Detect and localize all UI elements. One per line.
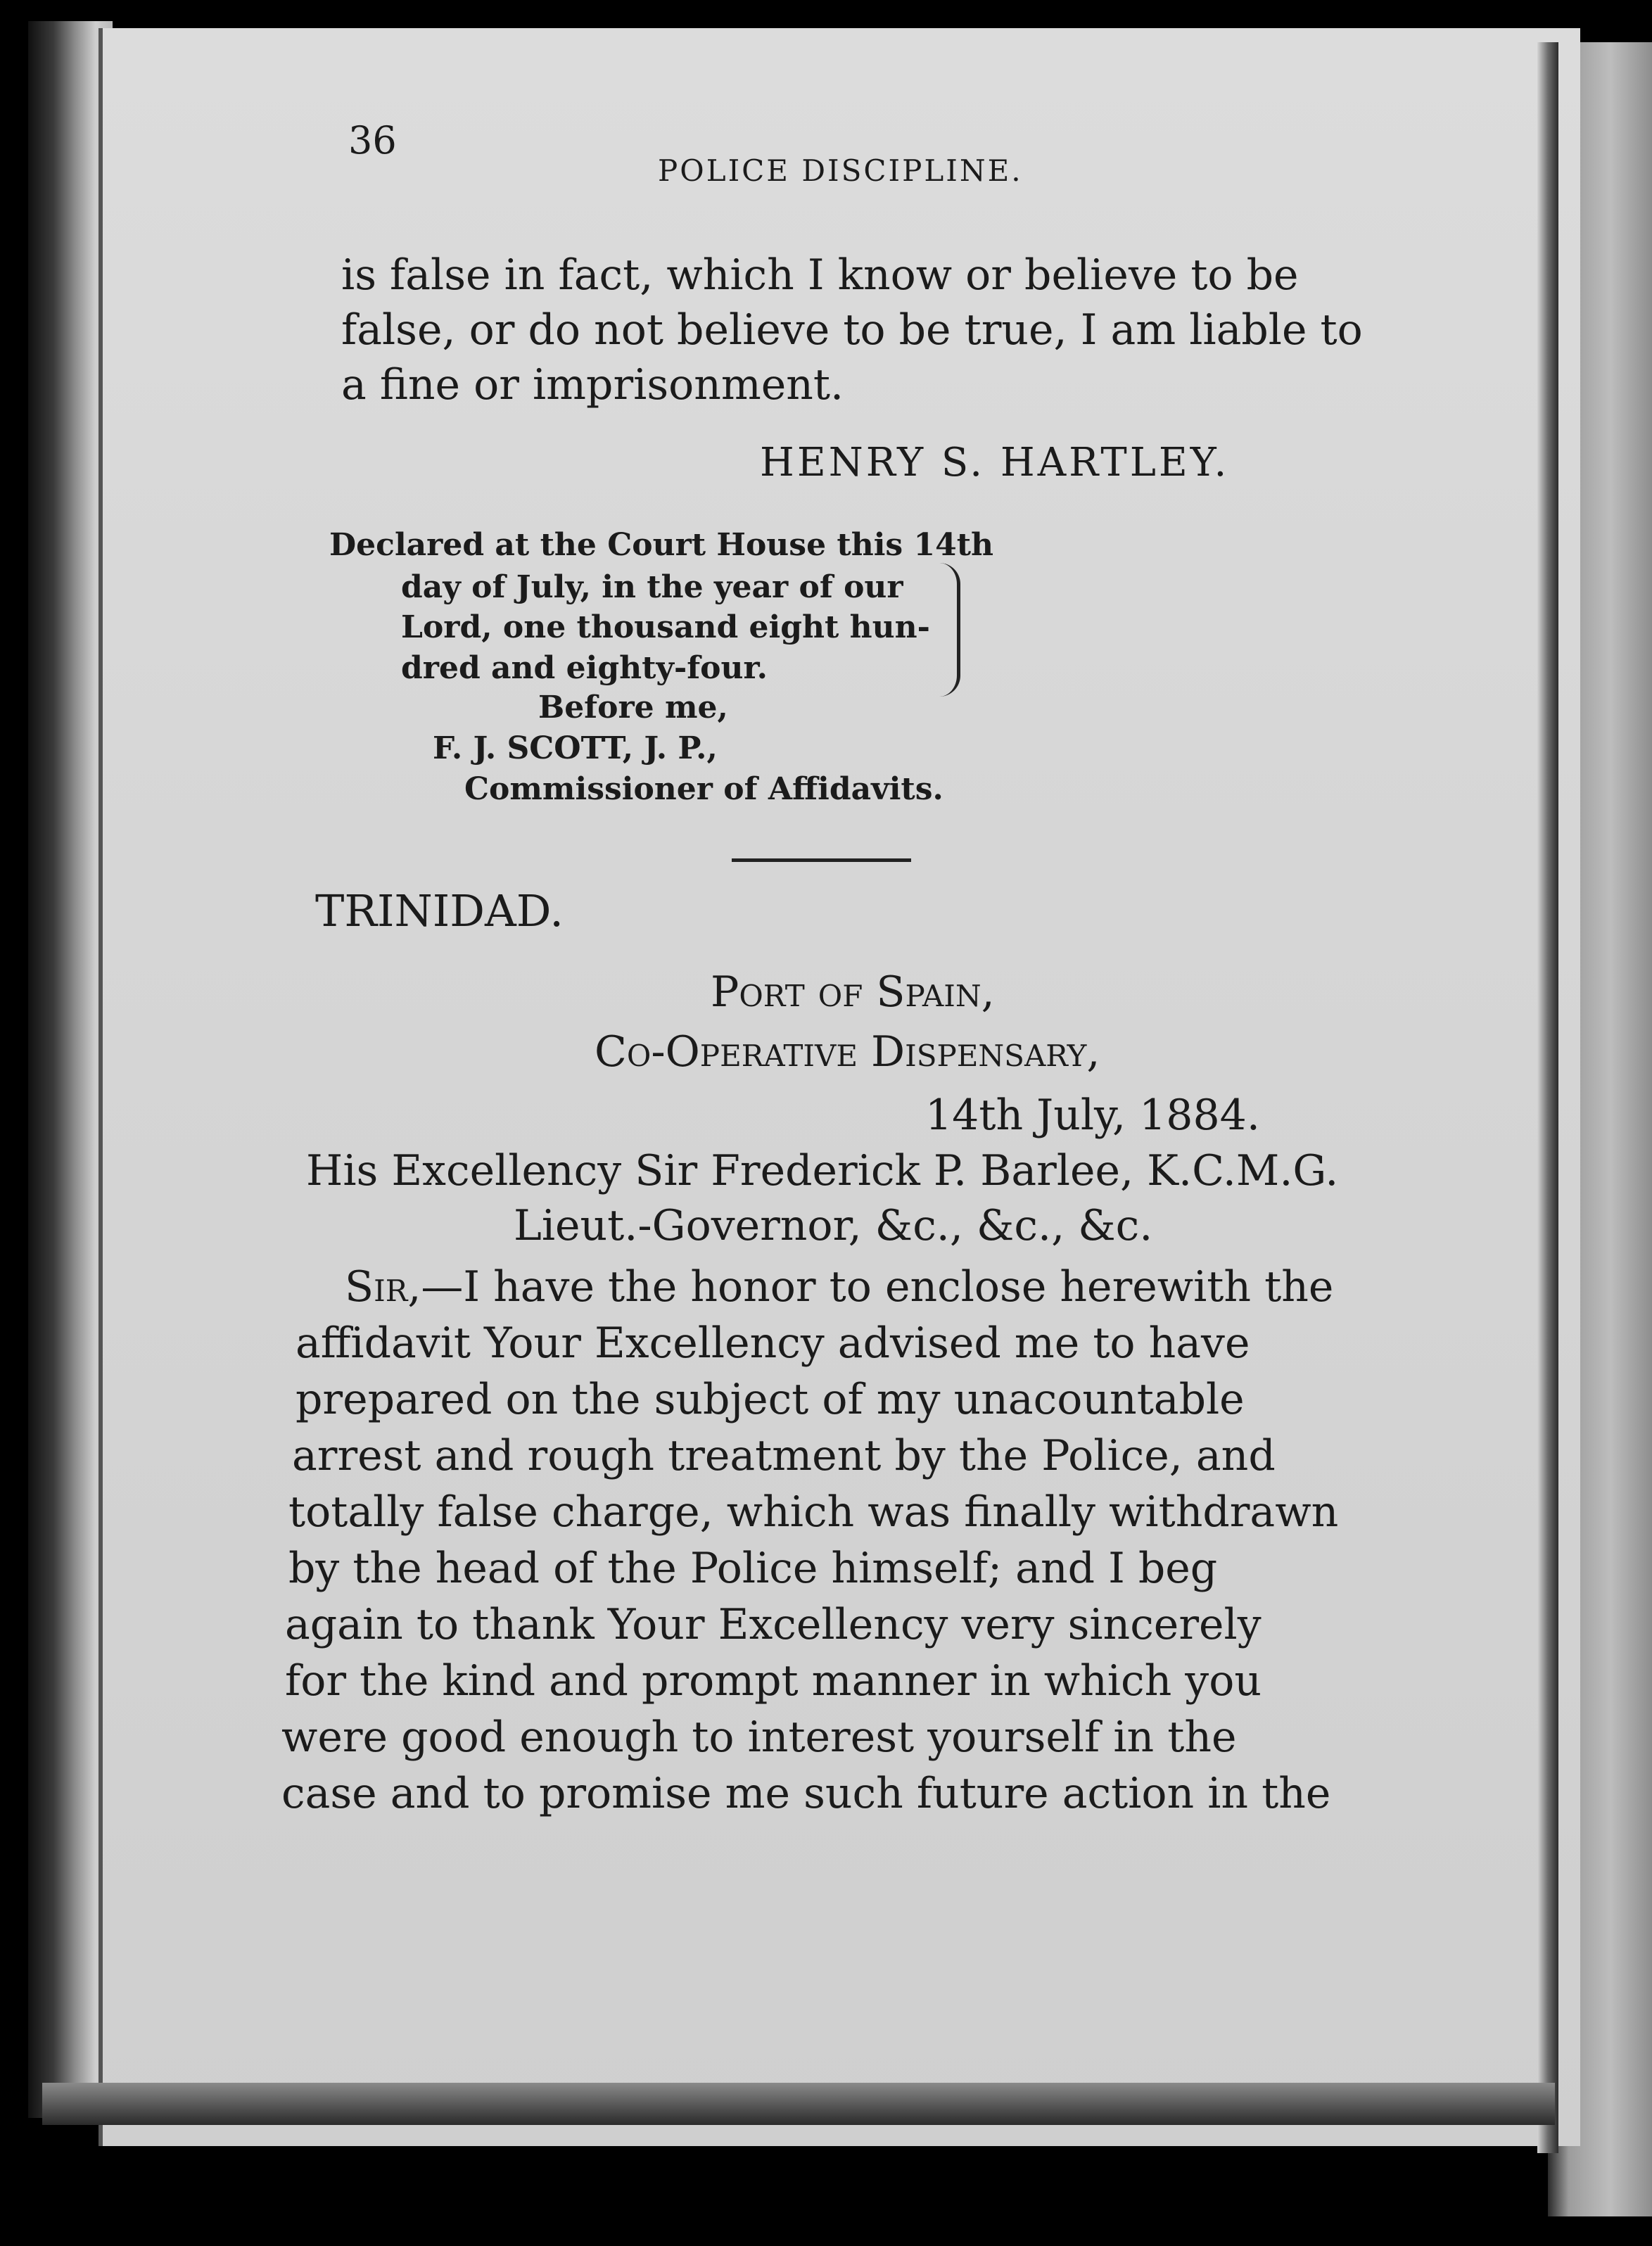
declaration-line: day of July, in the year of our <box>401 569 903 605</box>
declaration-brace <box>936 563 960 697</box>
letter-line: by the head of the Police himself; and I beg <box>288 1544 1218 1593</box>
salutation: Sir, <box>345 1262 421 1312</box>
recipient-title: Lieut.-Governor, &c., &c., &c. <box>514 1201 1153 1250</box>
letter-date: 14th July, 1884. <box>925 1091 1260 1140</box>
officer-title: Commissioner of Affidavits. <box>464 771 943 807</box>
letter-line: case and to promise me such future action in the <box>281 1769 1331 1818</box>
letter-line: affidavit Your Excellency advised me to have <box>296 1319 1250 1368</box>
affidavit-line: false, or do not believe to be true, I am liable to <box>341 305 1363 355</box>
recipient-name: His Excellency Sir Frederick P. Barlee, K.C.M.G. <box>306 1146 1339 1195</box>
letter-heading: TRINIDAD. <box>315 885 564 937</box>
signature-henry-hartley: HENRY S. HARTLEY. <box>760 440 1230 486</box>
letter-line: totally false charge, which was finally withdrawn <box>288 1487 1339 1537</box>
letter-line: prepared on the subject of my unacountable <box>296 1375 1245 1424</box>
declaration-line: Declared at the Court House this 14th <box>329 527 994 563</box>
address-line: Co-Operative Dispensary, <box>595 1027 1100 1077</box>
page-bottom-shadow <box>42 2083 1555 2125</box>
address-line: Port of Spain, <box>711 967 995 1017</box>
letter-first-line <box>345 1260 1333 1314</box>
officer-name: F. J. SCOTT, J. P., <box>433 730 718 766</box>
section-divider <box>732 858 911 862</box>
running-title: POLICE DISCIPLINE. <box>658 153 1023 188</box>
affidavit-line: a fine or imprisonment. <box>341 360 844 410</box>
page-edge <box>1537 42 1558 2153</box>
before-me: Before me, <box>538 690 728 725</box>
letter-line: arrest and rough treatment by the Police, and <box>292 1431 1276 1480</box>
declaration-line: dred and eighty-four. <box>401 650 768 686</box>
letter-line: —I have the honor to enclose herewith the <box>421 1262 1334 1312</box>
affidavit-line: is false in fact, which I know or believe to be <box>341 250 1299 300</box>
page-number: 36 <box>348 118 397 163</box>
letter-line: were good enough to interest yourself in the <box>281 1713 1237 1762</box>
letter-line: for the kind and prompt manner in which you <box>285 1656 1262 1706</box>
letter-line: again to thank Your Excellency very sincerely <box>285 1600 1262 1649</box>
declaration-line: Lord, one thousand eight hun- <box>401 609 930 645</box>
